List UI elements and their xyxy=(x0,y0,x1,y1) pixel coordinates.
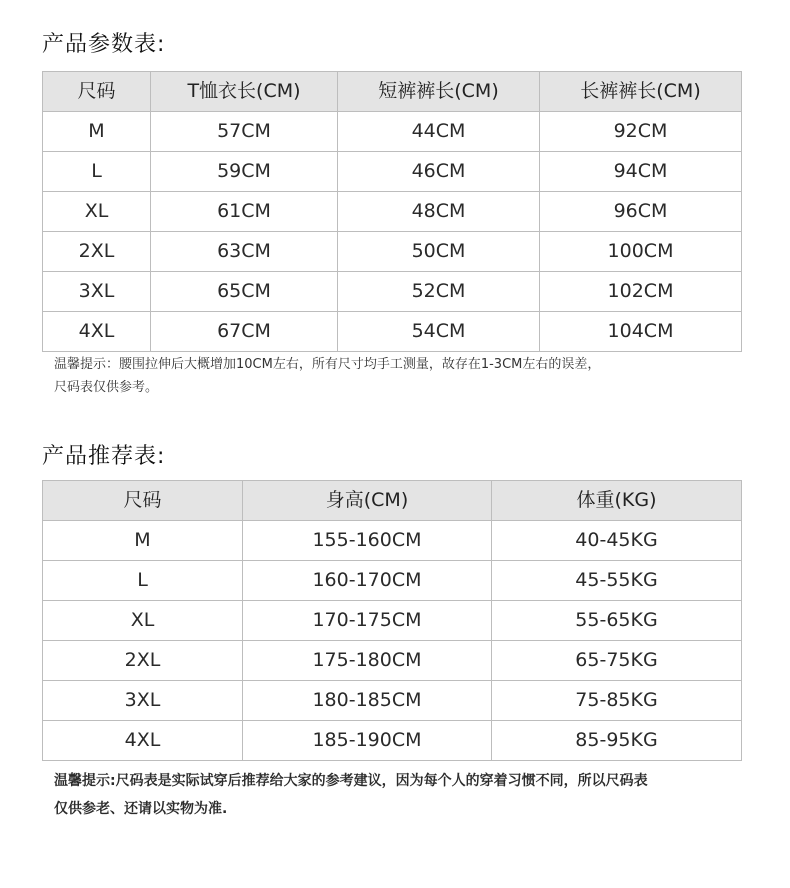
shorts-length-cell: 46CM xyxy=(338,152,540,192)
table-row xyxy=(43,601,742,641)
height-cell: 160-170CM xyxy=(243,561,492,601)
height-cell: 175-180CM xyxy=(243,641,492,681)
size-cell: 4XL xyxy=(43,721,243,761)
column-header: T恤衣长(CM) xyxy=(151,72,338,112)
weight-cell: 55-65KG xyxy=(492,601,742,641)
size-cell: 4XL xyxy=(43,312,151,352)
note-line: 仅供参老、还请以实物为准. xyxy=(54,801,228,817)
column-header: 长裤裤长(CM) xyxy=(540,72,742,112)
weight-cell: 75-85KG xyxy=(492,681,742,721)
pants-length-cell: 100CM xyxy=(540,232,742,272)
pants-length-cell: 92CM xyxy=(540,112,742,152)
tshirt-length-cell: 65CM xyxy=(151,272,338,312)
height-cell: 155-160CM xyxy=(243,521,492,561)
shorts-length-cell: 52CM xyxy=(338,272,540,312)
note-line: 尺码表仅供参考。 xyxy=(54,380,159,395)
tshirt-length-cell: 61CM xyxy=(151,192,338,232)
column-header: 身高(CM) xyxy=(243,481,492,521)
size-recommendation-table xyxy=(42,480,742,761)
note-line: 温馨提示：腰围拉伸后大概增加10CM左右，所有尺寸均手工测量，故存在1-3CM左右的误差， xyxy=(54,357,601,372)
size-cell: 2XL xyxy=(43,641,243,681)
table-row xyxy=(43,192,742,232)
table-row xyxy=(43,152,742,192)
pants-length-cell: 104CM xyxy=(540,312,742,352)
table-row xyxy=(43,681,742,721)
shorts-length-cell: 54CM xyxy=(338,312,540,352)
size-cell: 3XL xyxy=(43,681,243,721)
shorts-length-cell: 50CM xyxy=(338,232,540,272)
height-cell: 180-185CM xyxy=(243,681,492,721)
size-cell: L xyxy=(43,152,151,192)
table-row xyxy=(43,312,742,352)
column-header: 尺码 xyxy=(43,481,243,521)
table-row xyxy=(43,112,742,152)
weight-cell: 65-75KG xyxy=(492,641,742,681)
product-spec-table xyxy=(42,71,742,352)
size-cell: L xyxy=(43,561,243,601)
size-cell: 2XL xyxy=(43,232,151,272)
tshirt-length-cell: 57CM xyxy=(151,112,338,152)
pants-length-cell: 102CM xyxy=(540,272,742,312)
spec-table-note xyxy=(54,353,744,399)
table-header-row xyxy=(43,72,742,112)
weight-cell: 40-45KG xyxy=(492,521,742,561)
table-row xyxy=(43,641,742,681)
size-cell: M xyxy=(43,521,243,561)
table-row xyxy=(43,232,742,272)
size-cell: XL xyxy=(43,601,243,641)
size-cell: 3XL xyxy=(43,272,151,312)
recommend-table-note xyxy=(54,767,744,823)
table-row xyxy=(43,721,742,761)
tshirt-length-cell: 59CM xyxy=(151,152,338,192)
table-row xyxy=(43,561,742,601)
size-cell: M xyxy=(43,112,151,152)
weight-cell: 85-95KG xyxy=(492,721,742,761)
height-cell: 170-175CM xyxy=(243,601,492,641)
table-row xyxy=(43,521,742,561)
tshirt-length-cell: 63CM xyxy=(151,232,338,272)
weight-cell: 45-55KG xyxy=(492,561,742,601)
column-header: 短裤裤长(CM) xyxy=(338,72,540,112)
table-row xyxy=(43,272,742,312)
pants-length-cell: 94CM xyxy=(540,152,742,192)
recommend-table-title: 产品推荐表: xyxy=(42,444,166,469)
size-cell: XL xyxy=(43,192,151,232)
height-cell: 185-190CM xyxy=(243,721,492,761)
note-line: 温馨提示:尺码表是实际试穿后推荐给大家的参考建议，因为每个人的穿着习惯不同，所以尺码表 xyxy=(54,773,648,789)
column-header: 体重(KG) xyxy=(492,481,742,521)
spec-table-title: 产品参数表: xyxy=(42,32,166,57)
column-header: 尺码 xyxy=(43,72,151,112)
shorts-length-cell: 48CM xyxy=(338,192,540,232)
table-header-row xyxy=(43,481,742,521)
pants-length-cell: 96CM xyxy=(540,192,742,232)
tshirt-length-cell: 67CM xyxy=(151,312,338,352)
shorts-length-cell: 44CM xyxy=(338,112,540,152)
